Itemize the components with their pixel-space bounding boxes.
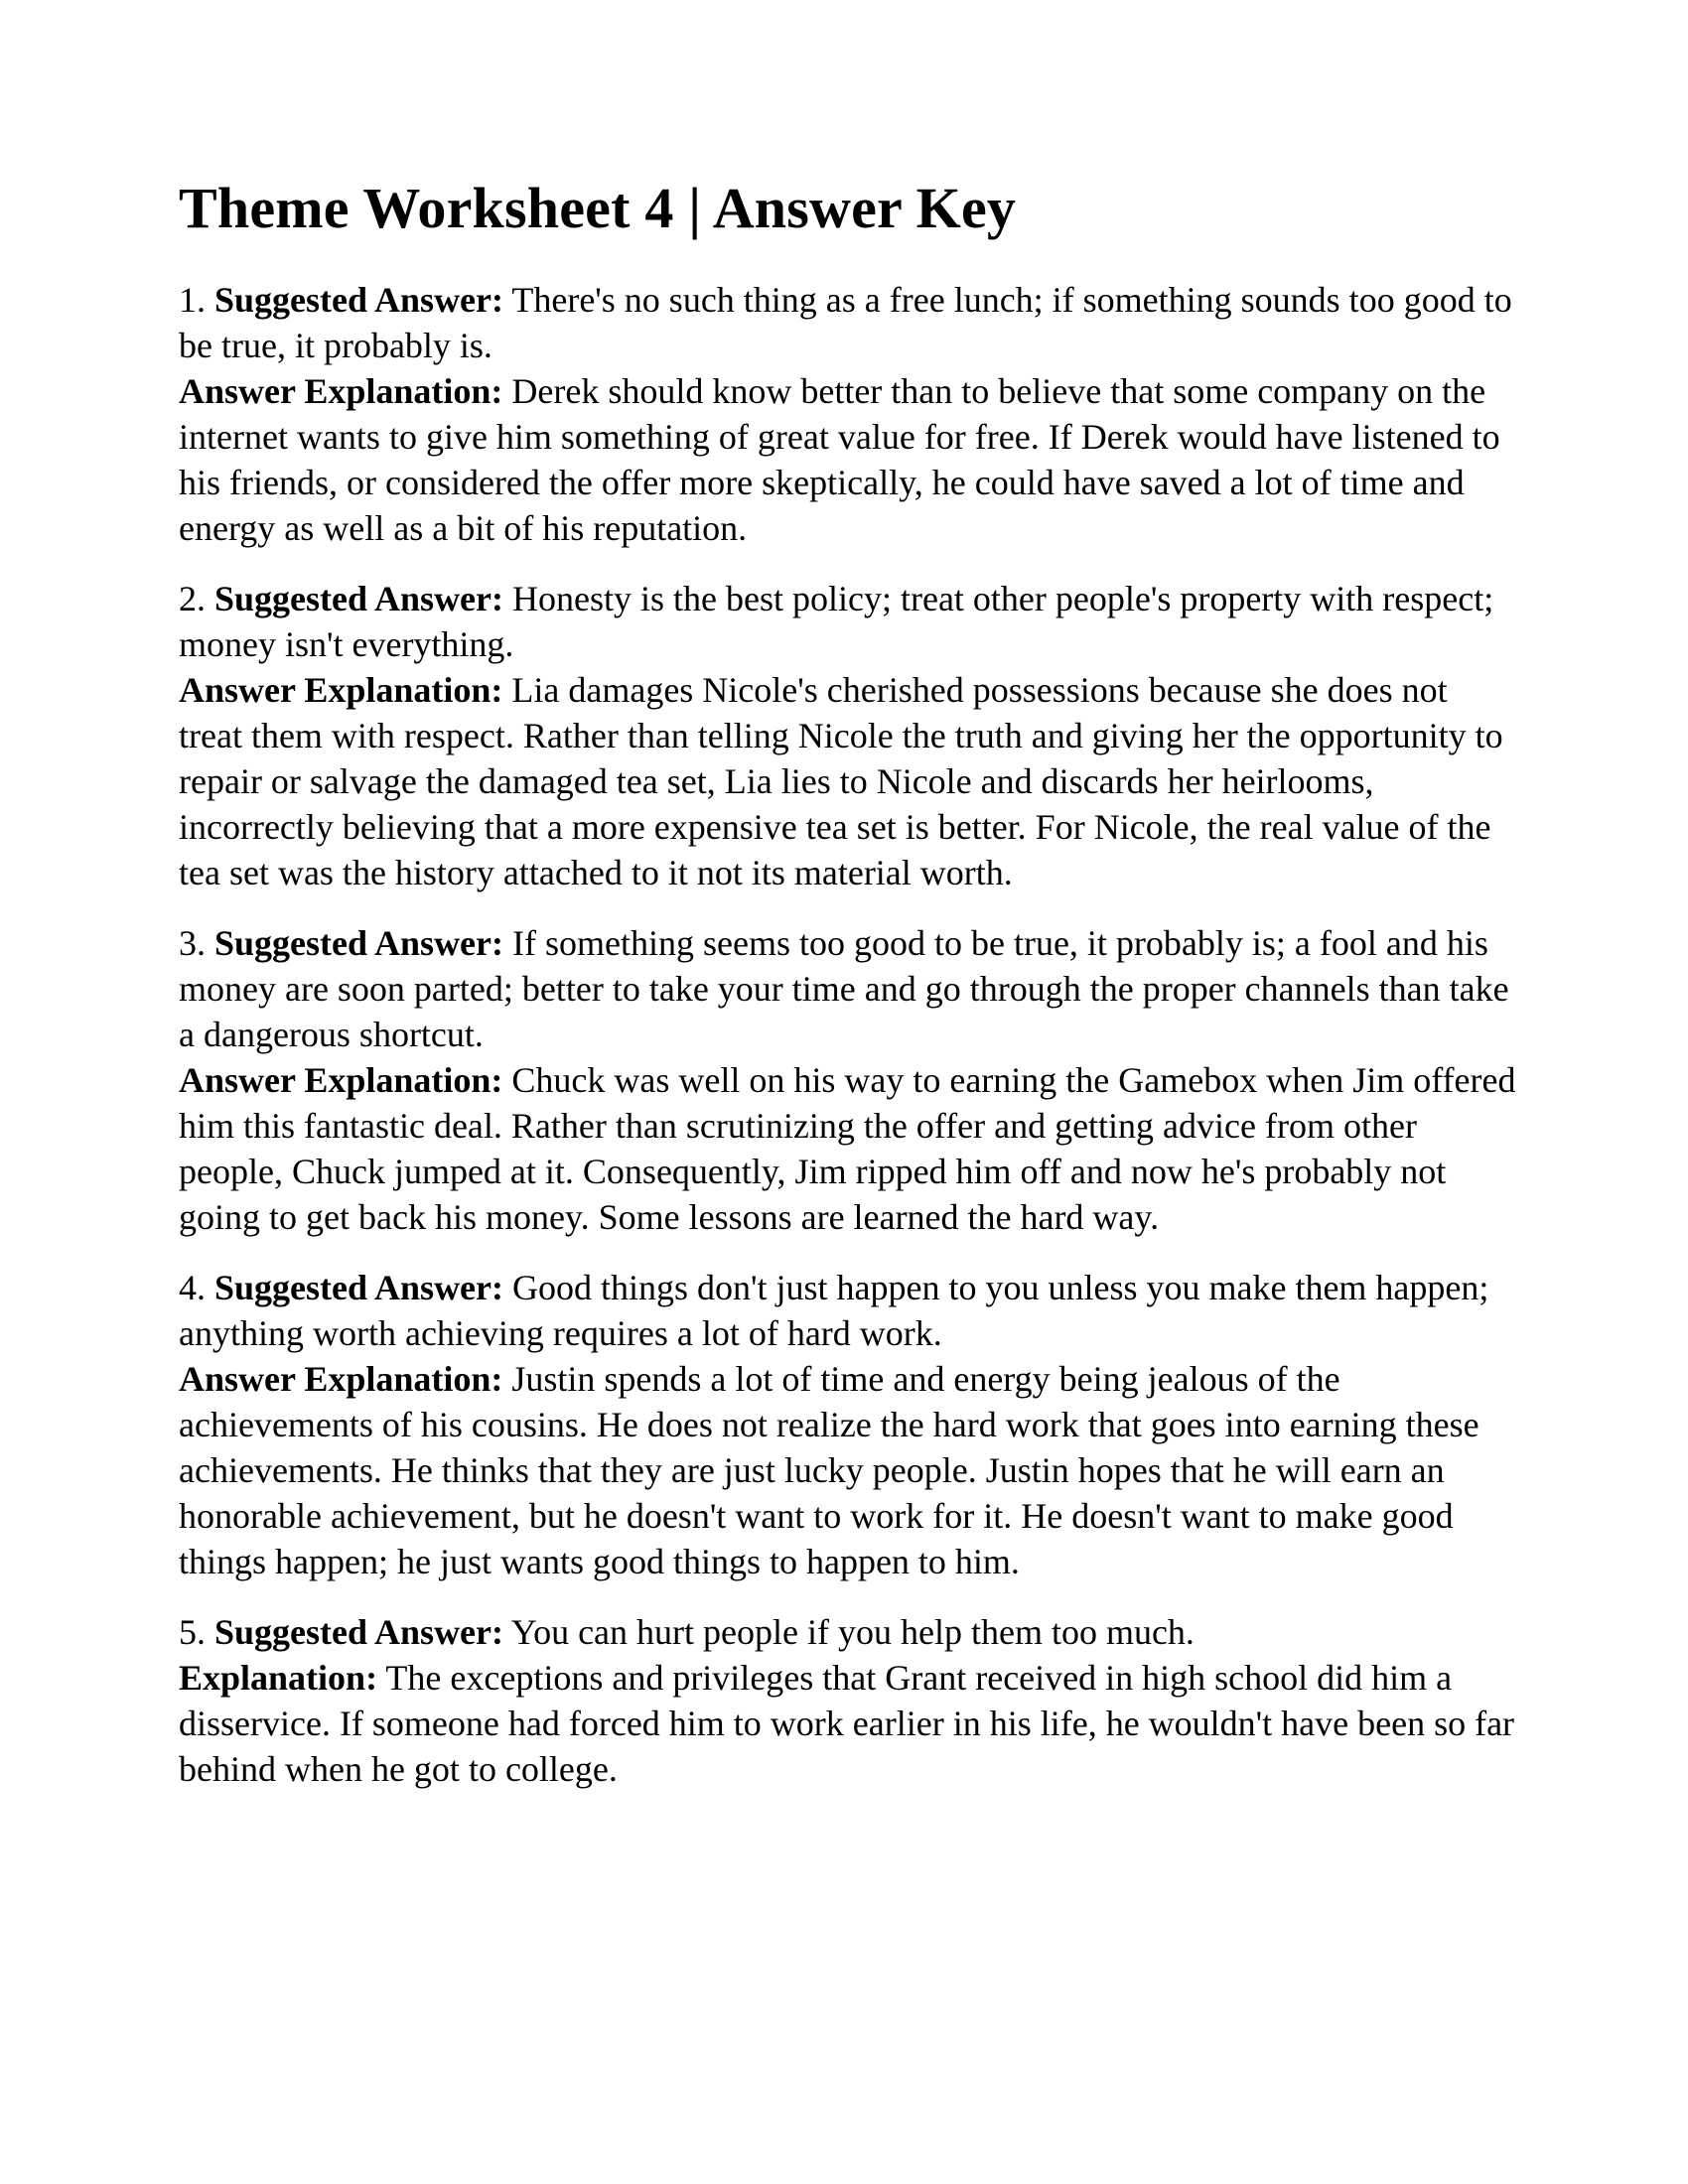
explanation-text: The exceptions and privileges that Grant received in high school did him a disservice. If someone had forced him to work earlier in his life, he wouldn't have been so far behind when he got to college.: [179, 1657, 1515, 1789]
answer-entry-1: [179, 277, 1519, 551]
suggested-answer: [179, 277, 1519, 368]
explanation-label: Explanation:: [179, 1657, 378, 1698]
answer-key-content: [179, 177, 1519, 1817]
answer-entry-5: [179, 1609, 1519, 1792]
entry-number: 4.: [179, 1267, 206, 1307]
suggested-answer-label: Suggested Answer:: [214, 1611, 504, 1652]
page-title: Theme Worksheet 4 | Answer Key: [179, 176, 1017, 240]
entry-number: 1.: [179, 279, 206, 320]
answer-explanation: [179, 1057, 1519, 1240]
suggested-answer-text: If something seems too good to be true, it probably is; a fool and his money are soon parted; better to take your time and go through the proper channels than take a dangerous shortcut.: [179, 922, 1509, 1054]
suggested-answer-label: Suggested Answer:: [214, 279, 504, 320]
suggested-answer-label: Suggested Answer:: [214, 578, 504, 618]
suggested-answer-label: Suggested Answer:: [214, 1267, 504, 1307]
entry-number: 3.: [179, 922, 206, 963]
answer-explanation: [179, 667, 1519, 895]
explanation-label: Answer Explanation:: [179, 370, 503, 411]
suggested-answer-text: Good things don't just happen to you unless you make them happen; anything worth achieving requires a lot of hard work.: [179, 1267, 1489, 1353]
explanation-label: Answer Explanation:: [179, 1358, 503, 1399]
suggested-answer-text: Honesty is the best policy; treat other people's property with respect; money isn't everything.: [179, 578, 1494, 664]
explanation-label: Answer Explanation:: [179, 1059, 503, 1100]
answer-explanation: [179, 1356, 1519, 1584]
explanation-text: Justin spends a lot of time and energy being jealous of the achievements of his cousins. He does not realize the hard work that goes into earning these achievements. He thinks that they are just lucky people. Justin hopes that he will earn an honorable achievement, but he doesn't want to work for it. He doesn't want to make good things happen; he just wants good things to happen to him.: [179, 1358, 1479, 1581]
explanation-label: Answer Explanation:: [179, 669, 503, 710]
suggested-answer: [179, 1609, 1519, 1655]
entry-number: 2.: [179, 578, 206, 618]
answer-entry-2: [179, 576, 1519, 895]
suggested-answer-text: You can hurt people if you help them too much.: [510, 1611, 1195, 1652]
explanation-text: Lia damages Nicole's cherished possessions because she does not treat them with respect. Rather than telling Nicole the truth and giving her the opportunity to repair or salvage the damaged tea set, Lia lies to Nicole and discards her heirlooms, incorrectly believing that a more expensive tea set is better. For Nicole, the real value of the tea set was the history attached to it not its material worth.: [179, 669, 1503, 892]
answer-entry-4: [179, 1265, 1519, 1584]
suggested-answer: [179, 576, 1519, 667]
answer-entry-3: [179, 920, 1519, 1240]
explanation-text: Derek should know better than to believe that some company on the internet wants to give him something of great value for free. If Derek would have listened to his friends, or considered the offer more skeptically, he could have saved a lot of time and energy as well as a bit of his reputation.: [179, 370, 1500, 548]
entry-number: 5.: [179, 1611, 206, 1652]
suggested-answer-label: Suggested Answer:: [214, 922, 504, 963]
explanation-text: Chuck was well on his way to earning the Gamebox when Jim offered him this fantastic deal. Rather than scrutinizing the offer and getting advice from other people, Chuck jumped at it. Consequently, Jim ripped him off and now he's probably not going to get back his money. Some lessons are learned the hard way.: [179, 1059, 1516, 1237]
answer-explanation: [179, 1655, 1519, 1792]
suggested-answer: [179, 1265, 1519, 1356]
suggested-answer-text: There's no such thing as a free lunch; if something sounds too good to be true, it probably is.: [179, 279, 1512, 365]
suggested-answer: [179, 920, 1519, 1057]
answer-explanation: [179, 368, 1519, 551]
